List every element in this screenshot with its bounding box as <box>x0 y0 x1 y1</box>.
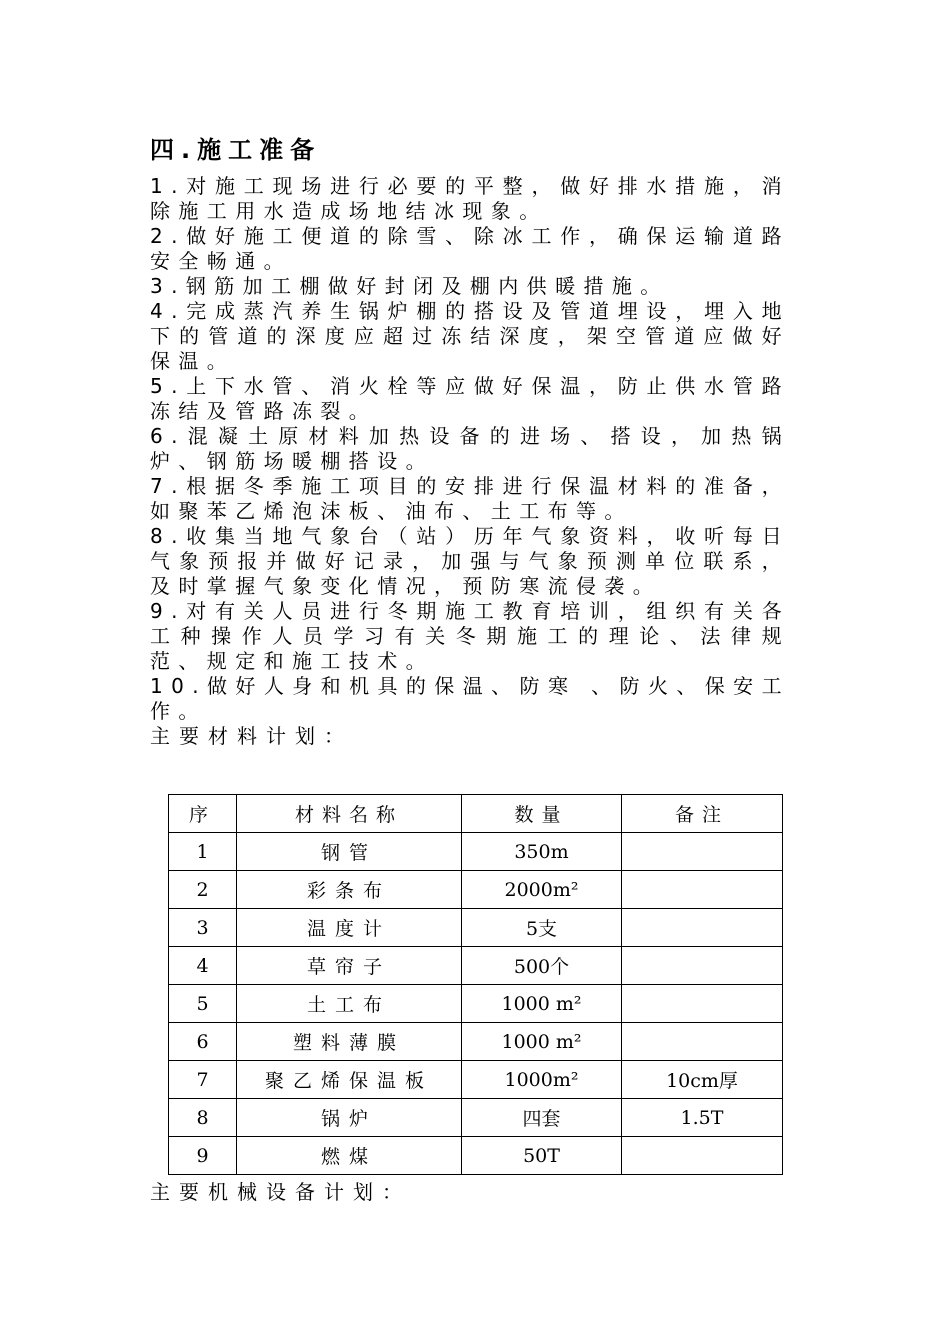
cell-remarks <box>622 1137 783 1175</box>
cell-remarks: 1.5T <box>622 1099 783 1137</box>
material-table <box>168 794 783 1175</box>
cell-quantity: 50T <box>462 1137 622 1175</box>
material-table-wrapper <box>168 794 783 1175</box>
cell-material-name: 温度计 <box>237 909 462 947</box>
cell-seq: 2 <box>169 871 237 909</box>
cell-quantity: 1000 m² <box>462 985 622 1023</box>
cell-quantity: 2000m² <box>462 871 622 909</box>
cell-material-name: 彩条布 <box>237 871 462 909</box>
cell-material-name: 草帘子 <box>237 947 462 985</box>
prep-item-6: 6.混凝土原材料加热设备的进场、搭设，加热锅炉、钢筋场暖棚搭设。 <box>150 424 790 473</box>
cell-remarks <box>622 985 783 1023</box>
cell-quantity: 1000m² <box>462 1061 622 1099</box>
cell-quantity: 四套 <box>462 1099 622 1137</box>
table-row <box>169 871 783 909</box>
table-row <box>169 1061 783 1099</box>
cell-material-name: 土工布 <box>237 985 462 1023</box>
header-remarks: 备注 <box>622 795 783 833</box>
prep-item-4: 4.完成蒸汽养生锅炉棚的搭设及管道埋设，埋入地下的管道的深度应超过冻结深度，架空管道应做好保温。 <box>150 299 790 373</box>
table-row <box>169 1137 783 1175</box>
cell-remarks <box>622 871 783 909</box>
material-plan-heading: 主要材料计划： <box>150 724 353 748</box>
cell-remarks <box>622 947 783 985</box>
cell-quantity: 350m <box>462 833 622 871</box>
table-row <box>169 1099 783 1137</box>
cell-material-name: 钢管 <box>237 833 462 871</box>
document-body <box>150 130 790 749</box>
prep-item-8: 8.收集当地气象台（站）历年气象资料，收听每日气象预报并做好记录，加强与气象预测单位联系，及时掌握气象变化情况，预防寒流侵袭。 <box>150 524 790 598</box>
prep-item-1: 1.对施工现场进行必要的平整，做好排水措施，消除施工用水造成场地结冰现象。 <box>150 174 790 223</box>
equipment-plan-heading: 主要机械设备计划： <box>150 1180 411 1204</box>
cell-material-name: 塑料薄膜 <box>237 1023 462 1061</box>
cell-seq: 6 <box>169 1023 237 1061</box>
prep-item-5: 5.上下水管、消火栓等应做好保温，防止供水管路冻结及管路冻裂。 <box>150 374 790 423</box>
prep-item-7: 7.根据冬季施工项目的安排进行保温材料的准备，如聚苯乙烯泡沫板、油布、土工布等。 <box>150 474 790 523</box>
header-material-name: 材料名称 <box>237 795 462 833</box>
cell-seq: 5 <box>169 985 237 1023</box>
table-row <box>169 985 783 1023</box>
table-row <box>169 947 783 985</box>
cell-seq: 8 <box>169 1099 237 1137</box>
cell-seq: 3 <box>169 909 237 947</box>
cell-remarks <box>622 909 783 947</box>
cell-material-name: 锅炉 <box>237 1099 462 1137</box>
header-seq: 序 <box>169 795 237 833</box>
cell-seq: 9 <box>169 1137 237 1175</box>
material-table-header-row <box>169 795 783 833</box>
cell-remarks <box>622 833 783 871</box>
prep-item-9: 9.对有关人员进行冬期施工教育培训，组织有关各工种操作人员学习有关冬期施工的理论、法律规范、规定和施工技术。 <box>150 599 790 673</box>
cell-quantity: 5支 <box>462 909 622 947</box>
cell-remarks <box>622 1023 783 1061</box>
header-quantity: 数量 <box>462 795 622 833</box>
table-row <box>169 833 783 871</box>
cell-seq: 1 <box>169 833 237 871</box>
cell-material-name: 聚乙烯保温板 <box>237 1061 462 1099</box>
cell-quantity: 500个 <box>462 947 622 985</box>
prep-item-10: 10.做好人身和机具的保温、防寒 、防火、保安工作。 <box>150 674 790 723</box>
cell-seq: 7 <box>169 1061 237 1099</box>
prep-item-2: 2.做好施工便道的除雪、除冰工作，确保运输道路安全畅通。 <box>150 224 790 273</box>
table-row <box>169 909 783 947</box>
prep-item-3: 3.钢筋加工棚做好封闭及棚内供暖措施。 <box>150 274 669 298</box>
section-title: 四.施工准备 <box>150 136 322 164</box>
cell-remarks: 10cm厚 <box>622 1061 783 1099</box>
cell-seq: 4 <box>169 947 237 985</box>
material-table-body <box>169 833 783 1175</box>
cell-material-name: 燃煤 <box>237 1137 462 1175</box>
cell-quantity: 1000 m² <box>462 1023 622 1061</box>
table-row <box>169 1023 783 1061</box>
